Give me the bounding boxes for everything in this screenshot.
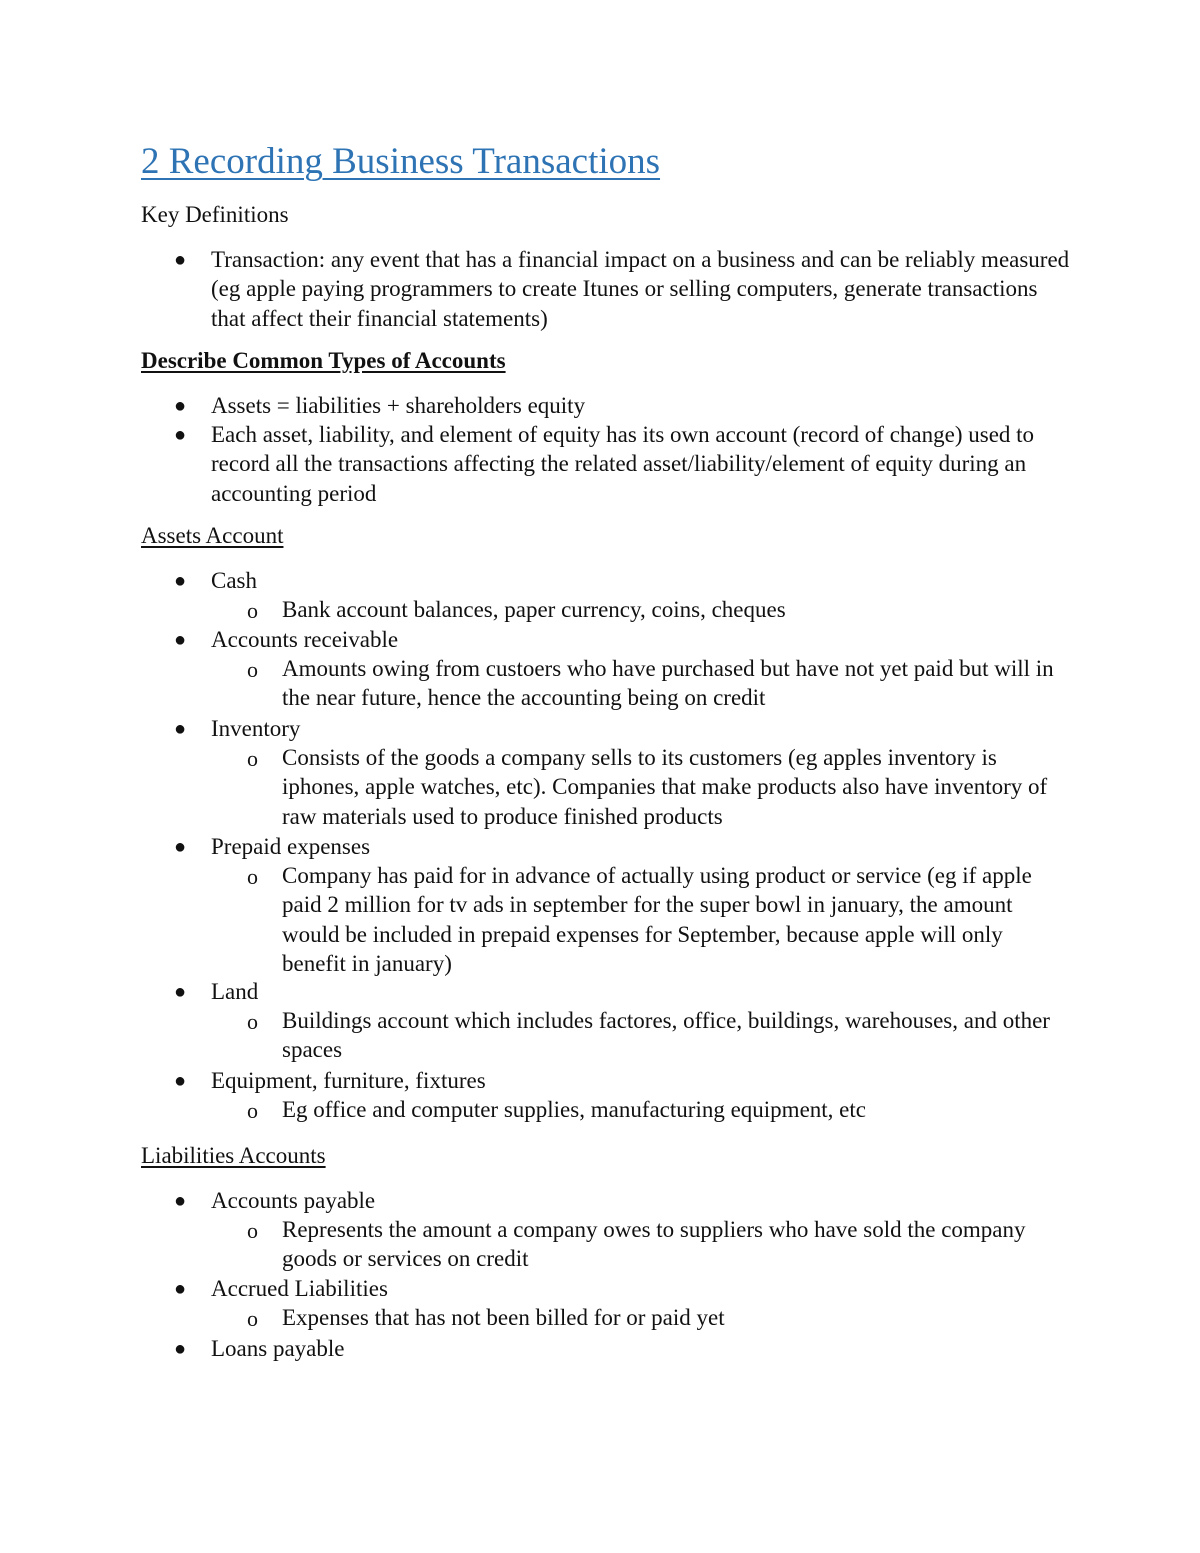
liabilities-sub-accrued: Expenses that has not been billed for or paid yet (282, 1305, 725, 1330)
liabilities-item-loans-payable: Loans payable (211, 1336, 345, 1361)
assets-heading: Assets Account (141, 523, 284, 548)
bullet-icon: ● (174, 1070, 187, 1092)
assets-sub-equipment: Eg office and computer supplies, manufacturing equipment, etc (282, 1097, 866, 1122)
liabilities-heading: Liabilities Accounts (141, 1143, 326, 1168)
assets-sub-inventory: Consists of the goods a company sells to its customers (eg apples inventory is iphones, apple watches, etc). Companies that make products also have inventory of raw materials used to produce finished products (282, 745, 1048, 829)
assets-sub-accounts-receivable: Amounts owing from custoers who have purchased but have not yet paid but will in the near future, hence the accounting being on credit (282, 656, 1054, 711)
bullet-icon: ● (174, 1338, 187, 1360)
assets-item-accounts-receivable: Accounts receivable (211, 627, 399, 652)
sub-bullet-icon: o (247, 1218, 258, 1243)
bullet-icon: ● (174, 395, 187, 417)
bullet-icon: ● (174, 836, 187, 858)
common-types-heading: Describe Common Types of Accounts (141, 348, 506, 373)
liabilities-sub-accounts-payable: Represents the amount a company owes to suppliers who have sold the company goods or services on credit (282, 1217, 1026, 1272)
key-definitions-heading: Key Definitions (141, 202, 289, 227)
assets-item-cash: Cash (211, 568, 257, 593)
assets-item-prepaid-expenses: Prepaid expenses (211, 834, 371, 859)
bullet-icon: ● (174, 570, 187, 592)
bullet-icon: ● (174, 981, 187, 1003)
assets-item-equipment: Equipment, furniture, fixtures (211, 1068, 486, 1093)
assets-item-inventory: Inventory (211, 716, 301, 741)
sub-bullet-icon: o (247, 657, 258, 682)
bullet-icon: ● (174, 1278, 187, 1300)
bullet-icon: ● (174, 1190, 187, 1212)
assets-sub-prepaid-expenses: Company has paid for in advance of actually using product or service (eg if apple paid 2 million for tv ads in september for the super bowl in january, the amount would be included in prepaid expenses for September, because apple will only benefit in january) (282, 863, 1032, 976)
assets-sub-cash: Bank account balances, paper currency, coins, cheques (282, 597, 786, 622)
list-item-transaction: Transaction: any event that has a financial impact on a business and can be reliably measured (eg apple paying programmers to create Itunes or selling computers, generate transactions that affect their financial statements) (211, 247, 1070, 331)
sub-bullet-icon: o (247, 598, 258, 623)
bullet-icon: ● (174, 424, 187, 446)
sub-bullet-icon: o (247, 1306, 258, 1331)
bullet-icon: ● (174, 718, 187, 740)
page-title: 2 Recording Business Transactions (141, 141, 661, 182)
bullet-icon: ● (174, 629, 187, 651)
bullet-icon: ● (174, 249, 187, 271)
sub-bullet-icon: o (247, 864, 258, 889)
list-item-account-definition: Each asset, liability, and element of equity has its own account (record of change) used to record all the transactions affecting the related asset/liability/element of equity during an accounting period (211, 422, 1035, 506)
list-item-accounting-equation: Assets = liabilities + shareholders equity (211, 393, 586, 418)
liabilities-item-accounts-payable: Accounts payable (211, 1188, 376, 1213)
sub-bullet-icon: o (247, 1098, 258, 1123)
sub-bullet-icon: o (247, 1009, 258, 1034)
sub-bullet-icon: o (247, 746, 258, 771)
assets-sub-land: Buildings account which includes factores, office, buildings, warehouses, and other spaces (282, 1008, 1050, 1063)
liabilities-item-accrued: Accrued Liabilities (211, 1276, 388, 1301)
assets-item-land: Land (211, 979, 259, 1004)
